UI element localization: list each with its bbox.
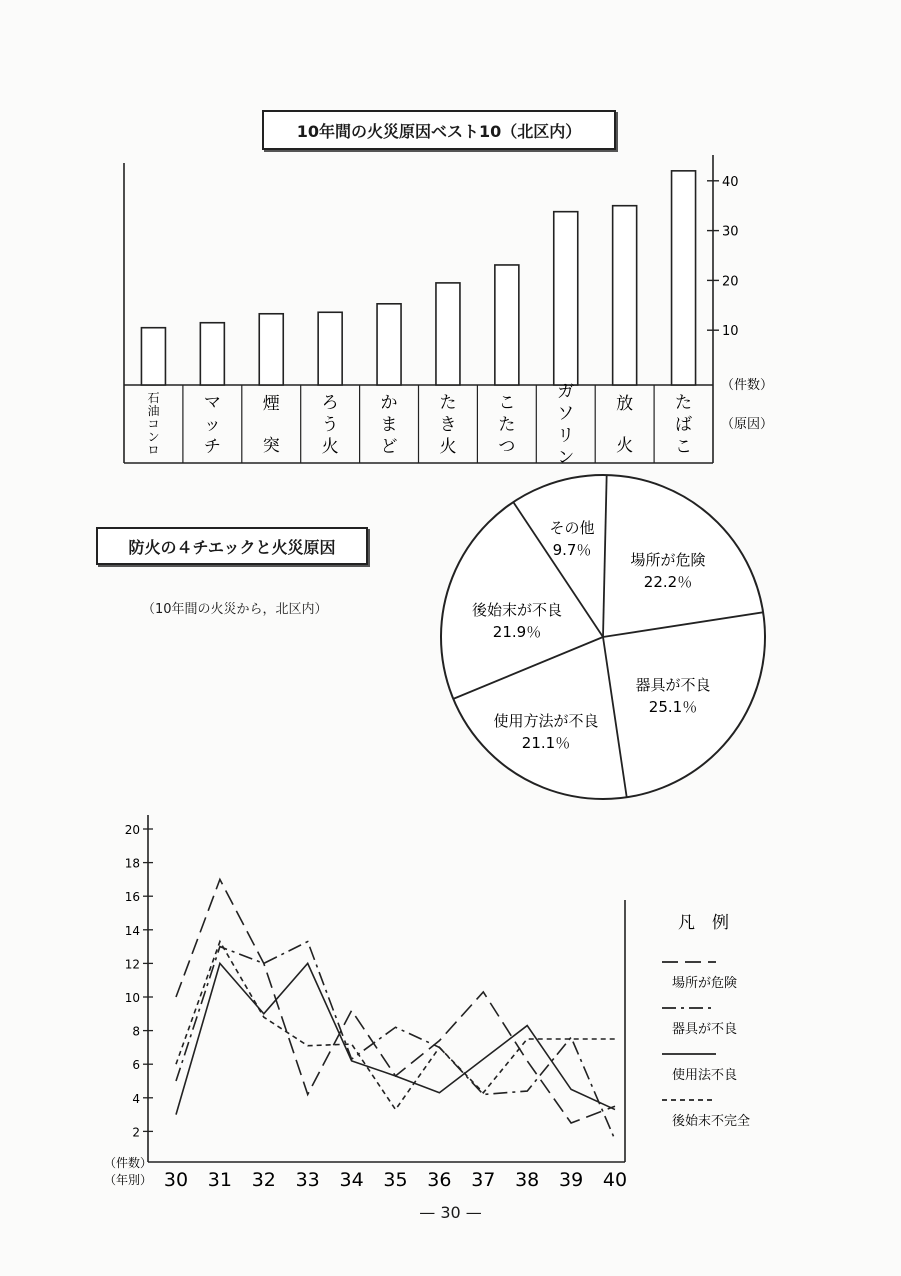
line-x-tick-label: 35 xyxy=(383,1169,408,1191)
bar-chart xyxy=(0,0,901,520)
pie-slice-value: 9.7％ xyxy=(552,541,592,559)
legend-label: 使用法不良 xyxy=(672,1068,738,1083)
bar-category-label: 放火 xyxy=(616,393,634,456)
line-y-tick-label: 6 xyxy=(132,1058,140,1073)
bar xyxy=(377,304,401,385)
bar-category-label: こたつ xyxy=(498,392,516,457)
line-y-unit-label: （件数） xyxy=(104,1156,153,1170)
pie-slice-value: 22.2％ xyxy=(643,573,693,591)
line-x-tick-label: 31 xyxy=(207,1169,232,1191)
bar-category-label: マッチ xyxy=(203,392,221,457)
bar xyxy=(259,314,283,385)
pie-slice-label: 場所が危険 xyxy=(630,551,706,569)
pie-slice-label: 後始末が不良 xyxy=(471,601,563,619)
line-y-tick-label: 14 xyxy=(124,923,140,938)
bar xyxy=(672,171,696,385)
line-x-tick-label: 40 xyxy=(602,1169,628,1191)
line-x-tick-label: 38 xyxy=(515,1169,540,1191)
line-series xyxy=(176,942,615,1140)
pie-slice-label: 使用方法が不良 xyxy=(493,712,599,730)
bar xyxy=(495,265,519,385)
bar xyxy=(436,283,460,385)
bar-category-label: たき火 xyxy=(439,392,457,457)
bar xyxy=(554,212,578,385)
bar xyxy=(613,206,637,385)
bar xyxy=(200,323,224,385)
bar-category-label: 煙突 xyxy=(262,393,280,456)
bar-y-unit-label: （件数） xyxy=(721,378,774,393)
pie-slice-value: 25.1％ xyxy=(648,698,698,716)
line-y-tick-label: 4 xyxy=(132,1091,140,1106)
pie-chart-title: 防火の４チエックと火災原因 xyxy=(96,527,368,565)
page-number: — 30 — xyxy=(419,1203,482,1222)
line-series xyxy=(176,942,615,1110)
legend-label: 場所が危険 xyxy=(672,976,738,991)
legend-label: 後始末不完全 xyxy=(672,1114,751,1129)
bar xyxy=(318,312,342,385)
line-y-tick-label: 10 xyxy=(124,991,140,1005)
line-y-tick-label: 16 xyxy=(124,890,140,905)
bar-category-label: 石油コンロ xyxy=(147,391,160,458)
line-y-tick-label: 12 xyxy=(124,957,140,972)
pie-slice-label: その他 xyxy=(549,519,595,537)
line-y-tick-label: 8 xyxy=(132,1024,140,1039)
pie-chart xyxy=(0,470,901,800)
bar-category-label: たばこ xyxy=(675,392,693,457)
legend-label: 器具が不良 xyxy=(672,1022,738,1037)
bar-y-tick-label: 30 xyxy=(722,224,739,240)
line-y-tick-label: 20 xyxy=(124,823,140,837)
bar-category-label: かまど xyxy=(380,392,398,457)
line-x-tick-label: 33 xyxy=(295,1169,320,1191)
line-y-tick-label: 2 xyxy=(132,1125,140,1140)
bar-y-tick-label: 20 xyxy=(722,274,739,290)
bar-y-tick-label: 40 xyxy=(722,174,739,190)
line-x-tick-label: 37 xyxy=(471,1169,496,1191)
bar-category-label: ガソリン xyxy=(557,381,575,468)
line-x-unit-label: （年別） xyxy=(104,1173,153,1187)
bar-category-label: ろう火 xyxy=(321,392,339,457)
line-x-tick-label: 36 xyxy=(427,1169,452,1191)
pie-slice-value: 21.9％ xyxy=(492,623,542,641)
pie-slice-value: 21.1％ xyxy=(521,734,571,752)
pie-slice-label: 器具が不良 xyxy=(635,676,711,694)
line-chart xyxy=(0,800,901,1200)
bar xyxy=(141,328,165,385)
line-x-tick-label: 34 xyxy=(339,1169,364,1191)
line-x-tick-label: 39 xyxy=(559,1169,584,1191)
bar-chart-title: 10年間の火災原因ベスト10（北区内） xyxy=(262,110,616,150)
pie-chart-subtitle: （10年間の火災から，北区内） xyxy=(142,602,328,617)
bar-y-tick-label: 10 xyxy=(722,324,739,340)
bar-x-unit-label: （原因） xyxy=(721,417,774,432)
line-series xyxy=(176,879,615,1123)
line-y-tick-label: 18 xyxy=(124,856,140,871)
line-x-tick-label: 30 xyxy=(163,1169,189,1191)
legend-title: 凡 例 xyxy=(678,913,729,933)
line-x-tick-label: 32 xyxy=(251,1169,276,1191)
